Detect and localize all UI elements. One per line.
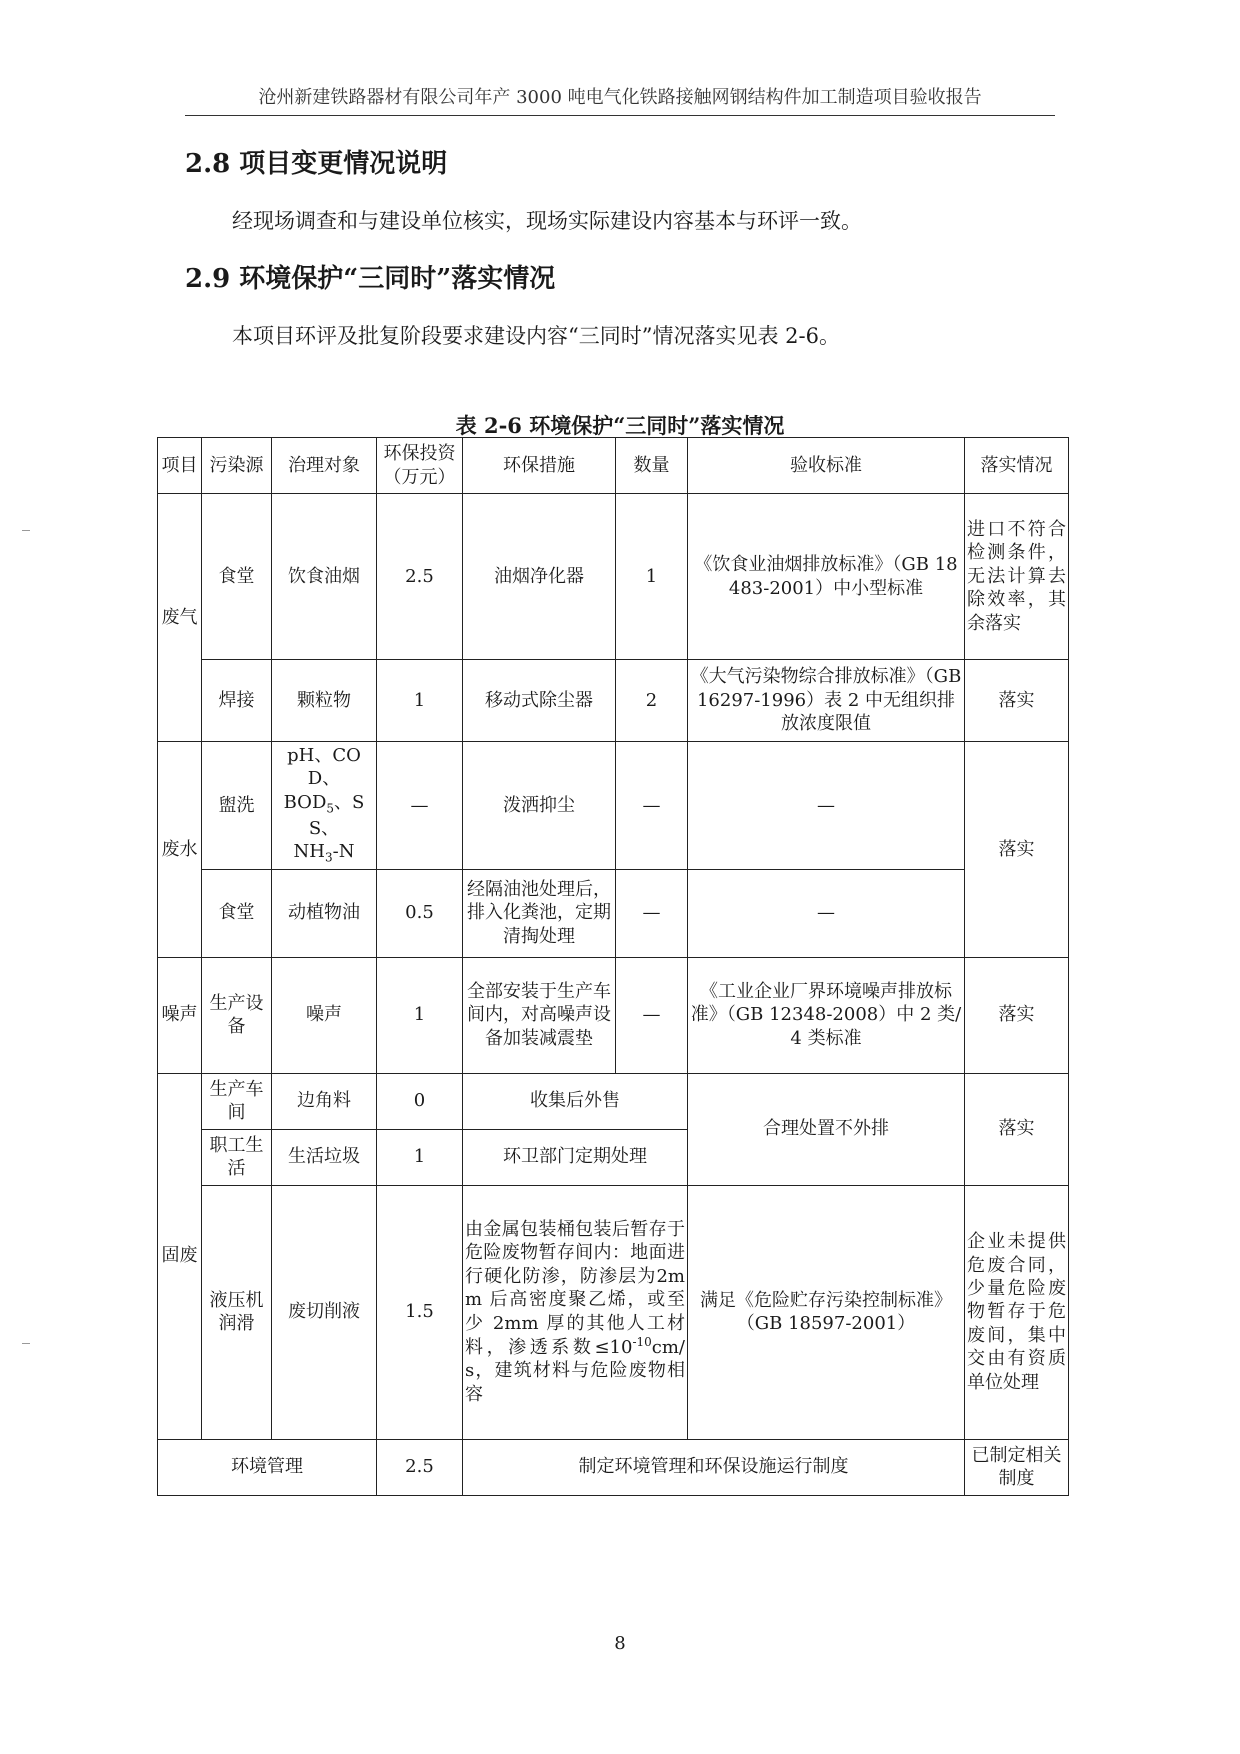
header-standard: 验收标准 [688,438,965,494]
cell-status: 进口不符合检测条件，无法计算去除效率，其余落实 [965,494,1069,660]
cell-source: 食堂 [202,494,272,660]
cell-target: 饮食油烟 [272,494,377,660]
cell-measure: 收集后外售 [463,1073,688,1129]
group-solid: 固废 [158,1073,202,1439]
table-caption: 表 2-6 环境保护“三同时”落实情况 [455,413,785,438]
cell-target-line: NH [293,841,325,863]
cell-source: 生产设备 [202,957,272,1073]
cell-target [272,742,377,870]
group-water: 废水 [158,742,202,958]
group-noise: 噪声 [158,957,202,1073]
cell-target: 边角料 [272,1073,377,1129]
cell-source: 盥洗 [202,742,272,870]
section-2-8-text: 经现场调查和与建设单位核实，现场实际建设内容基本与环评一致。 [232,209,862,233]
cell-invest: 2.5 [377,1439,463,1495]
header-qty: 数量 [616,438,688,494]
cell-qty: — [616,957,688,1073]
header-measure: 环保措施 [463,438,616,494]
cell-target-line: pH、COD、 [287,745,361,790]
cell-qty: — [616,742,688,870]
cell-target: 动植物油 [272,869,377,957]
cell-invest: 0 [377,1073,463,1129]
cell-invest: 1 [377,660,463,742]
cell-source: 生产车间 [202,1073,272,1129]
cell-status: 已制定相关制度 [965,1439,1069,1495]
cell-standard: — [688,742,965,870]
table-row [158,1073,1069,1129]
cell-invest: 0.5 [377,869,463,957]
cell-standard: 满足《危险贮存污染控制标准》（GB 18597-2001） [688,1185,965,1439]
cell-source: 焊接 [202,660,272,742]
table-row [158,869,1069,957]
cell-source: 食堂 [202,869,272,957]
table-header-row [158,438,1069,494]
section-title-2-8: 2.8 项目变更情况说明 [185,149,448,179]
header-source: 污染源 [202,438,272,494]
cell-invest: — [377,742,463,870]
cell-target-line: BOD [283,791,327,813]
cell-target: 生活垃圾 [272,1129,377,1185]
cell-measure-text: cm/s，建筑材料与危险废物相容 [465,1336,685,1405]
group-gas: 废气 [158,494,202,742]
cell-measure: 油烟净化器 [463,494,616,660]
cell-status: 企业未提供危废合同，少量危险废物暂存于危废间，集中交由有资质单位处理 [965,1185,1069,1439]
cell-invest: 1 [377,957,463,1073]
table-row [158,742,1069,870]
three-simultaneous-table [157,437,1069,1496]
table-row [158,1185,1069,1439]
cell-measure: 泼洒抑尘 [463,742,616,870]
cell-measure [463,1185,688,1439]
cell-measure: 环卫部门定期处理 [463,1129,688,1185]
cell-item: 环境管理 [158,1439,377,1495]
header-invest: 环保投资（万元） [377,438,463,494]
cell-invest: 1 [377,1129,463,1185]
section-title-2-9: 2.9 环境保护“三同时”落实情况 [185,264,556,294]
cell-measure-sup: -10 [632,1334,652,1349]
cell-target-line: 、SS、 [308,791,365,839]
cell-source: 液压机润滑 [202,1185,272,1439]
page-number: 8 [614,1633,626,1654]
cell-target-sub: 5 [326,801,335,816]
cell-measure: 移动式除尘器 [463,660,616,742]
cell-measure-text: 由金属包装桶包装后暂存于危险废物暂存间内：地面进行硬化防渗，防渗层为2mm 后高密度聚乙烯，或至少 2mm 厚的其他人工材料，渗透系数≤10 [465,1218,685,1358]
cell-target: 废切削液 [272,1185,377,1439]
cell-qty: 1 [616,494,688,660]
cell-source: 职工生活 [202,1129,272,1185]
cell-status: 落实 [965,1073,1069,1185]
cell-qty: 2 [616,660,688,742]
cell-status: 落实 [965,742,1069,958]
cell-standard: — [688,869,965,957]
cell-measure: 全部安装于生产车间内，对高噪声设备加装减震垫 [463,957,616,1073]
cell-status: 落实 [965,660,1069,742]
cell-standard: 合理处置不外排 [688,1073,965,1185]
table-row [158,660,1069,742]
cell-target-line: -N [332,841,355,863]
cell-qty: — [616,869,688,957]
scan-mark [22,530,30,531]
cell-invest: 2.5 [377,494,463,660]
header-status: 落实情况 [965,438,1069,494]
table-row [158,957,1069,1073]
cell-standard: 《工业企业厂界环境噪声排放标准》（GB 12348-2008）中 2 类/4 类标准 [688,957,965,1073]
cell-status: 落实 [965,957,1069,1073]
cell-standard: 《饮食业油烟排放标准》（GB 18483-2001）中小型标准 [688,494,965,660]
cell-target-sub: 3 [324,850,333,865]
cell-standard: 《大气污染物综合排放标准》（GB 16297-1996）表 2 中无组织排放浓度限值 [688,660,965,742]
table-row [158,1439,1069,1495]
section-2-9-text: 本项目环评及批复阶段要求建设内容“三同时”情况落实见表 2-6。 [232,324,840,348]
header-target: 治理对象 [272,438,377,494]
cell-target: 噪声 [272,957,377,1073]
cell-measure: 经隔油池处理后，排入化粪池，定期清掏处理 [463,869,616,957]
cell-measure: 制定环境管理和环保设施运行制度 [463,1439,965,1495]
table-row [158,494,1069,660]
scan-mark [22,1343,30,1344]
cell-invest: 1.5 [377,1185,463,1439]
page-header: 沧州新建铁路器材有限公司年产 3000 吨电气化铁路接触网钢结构件加工制造项目验收报告 [185,83,1055,116]
header-item: 项目 [158,438,202,494]
cell-target: 颗粒物 [272,660,377,742]
